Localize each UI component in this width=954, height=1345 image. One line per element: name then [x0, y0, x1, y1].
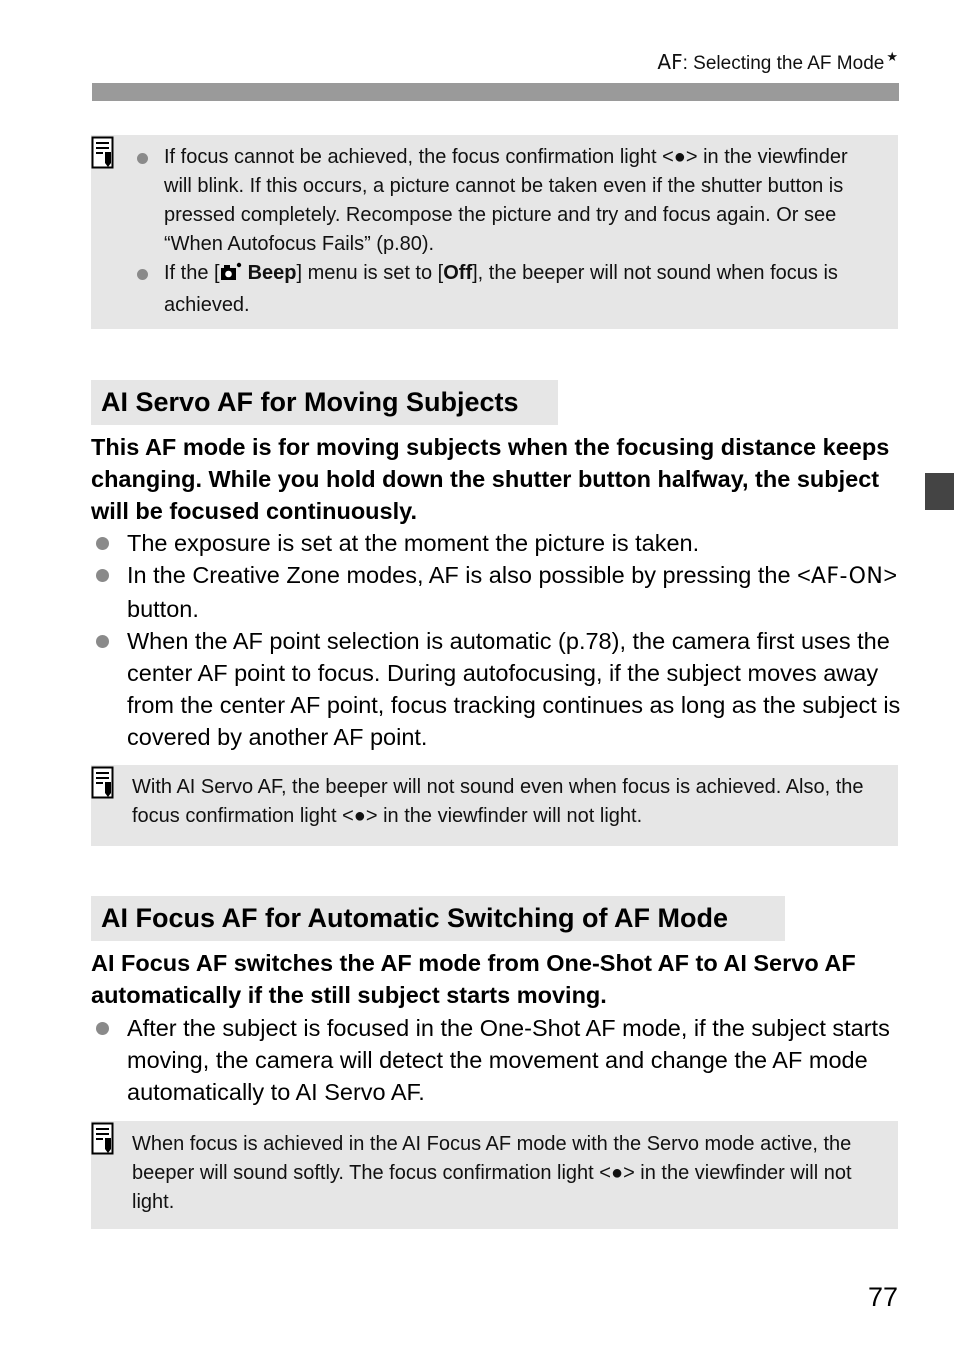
section-2-bullets — [91, 1012, 906, 1108]
chapter-tab — [925, 473, 954, 510]
note-icon — [91, 1122, 117, 1156]
list-item: The exposure is set at the moment the picture is taken. — [91, 527, 906, 559]
note-3-text: When focus is achieved in the AI Focus AF mode with the Servo mode active, the beeper will sound softly. The focus confirmation light <●> in the viewfinder will not light. — [132, 1133, 852, 1213]
list-item: After the subject is focused in the One-Shot AF mode, if the subject starts moving, the camera will detect the movement and change the AF mode automatically to AI Servo AF. — [91, 1012, 906, 1108]
focus-confirmation-dot-icon: ● — [353, 805, 366, 827]
list-item: If the [ Beep] menu is set to [Off], the beeper will not sound when focus is achieved. — [91, 259, 880, 320]
focus-confirmation-dot-icon: ● — [673, 146, 686, 168]
header-bar — [92, 83, 899, 101]
focus-confirmation-dot-icon: ● — [610, 1162, 624, 1184]
note-box-1 — [91, 135, 898, 329]
af-on-button-icon: AF-ON — [810, 564, 884, 589]
camera-menu-icon — [220, 262, 242, 291]
section-heading-ai-focus: AI Focus AF for Automatic Switching of AF Mode — [91, 896, 785, 941]
list-item: In the Creative Zone modes, AF is also possible by pressing the <AF-ON> button. — [91, 559, 906, 625]
note-2-text: With AI Servo AF, the beeper will not sound even when focus is achieved. Also, the focus confirmation light <●> in the viewfinder will not light. — [132, 776, 864, 827]
star-icon: ★ — [886, 49, 898, 64]
running-header — [657, 50, 898, 75]
note-box-2 — [91, 765, 898, 846]
section-1-intro: This AF mode is for moving subjects when the focusing distance keeps changing. While you hold down the shutter button halfway, the subject will be focused continuously. — [91, 434, 890, 524]
note-icon — [91, 766, 117, 800]
note-box-3 — [91, 1121, 898, 1229]
list-item: When the AF point selection is automatic (p.78), the camera first uses the center AF point to focus. During autofocusing, if the subject moves away from the center AF point, focus tracking continues as long as the subject is covered by another AF point. — [91, 625, 906, 753]
header-title: : Selecting the AF Mode — [682, 53, 885, 74]
page-number: 77 — [867, 1282, 898, 1312]
section-heading-ai-servo: AI Servo AF for Moving Subjects — [91, 380, 558, 425]
section-1-bullets — [91, 527, 906, 753]
list-item: If focus cannot be achieved, the focus confirmation light <●> in the viewfinder will blink. If this occurs, a picture cannot be taken even if the shutter button is pressed completely. Recompose the picture and try and focus again. Or see “When Autofocus Fails” (p.80). — [91, 143, 880, 259]
note-1-list — [91, 143, 880, 320]
section-2-intro: AI Focus AF switches the AF mode from One-Shot AF to AI Servo AF automatically if the still subject starts moving. — [91, 950, 856, 1008]
af-mode-symbol: AF — [657, 50, 683, 74]
